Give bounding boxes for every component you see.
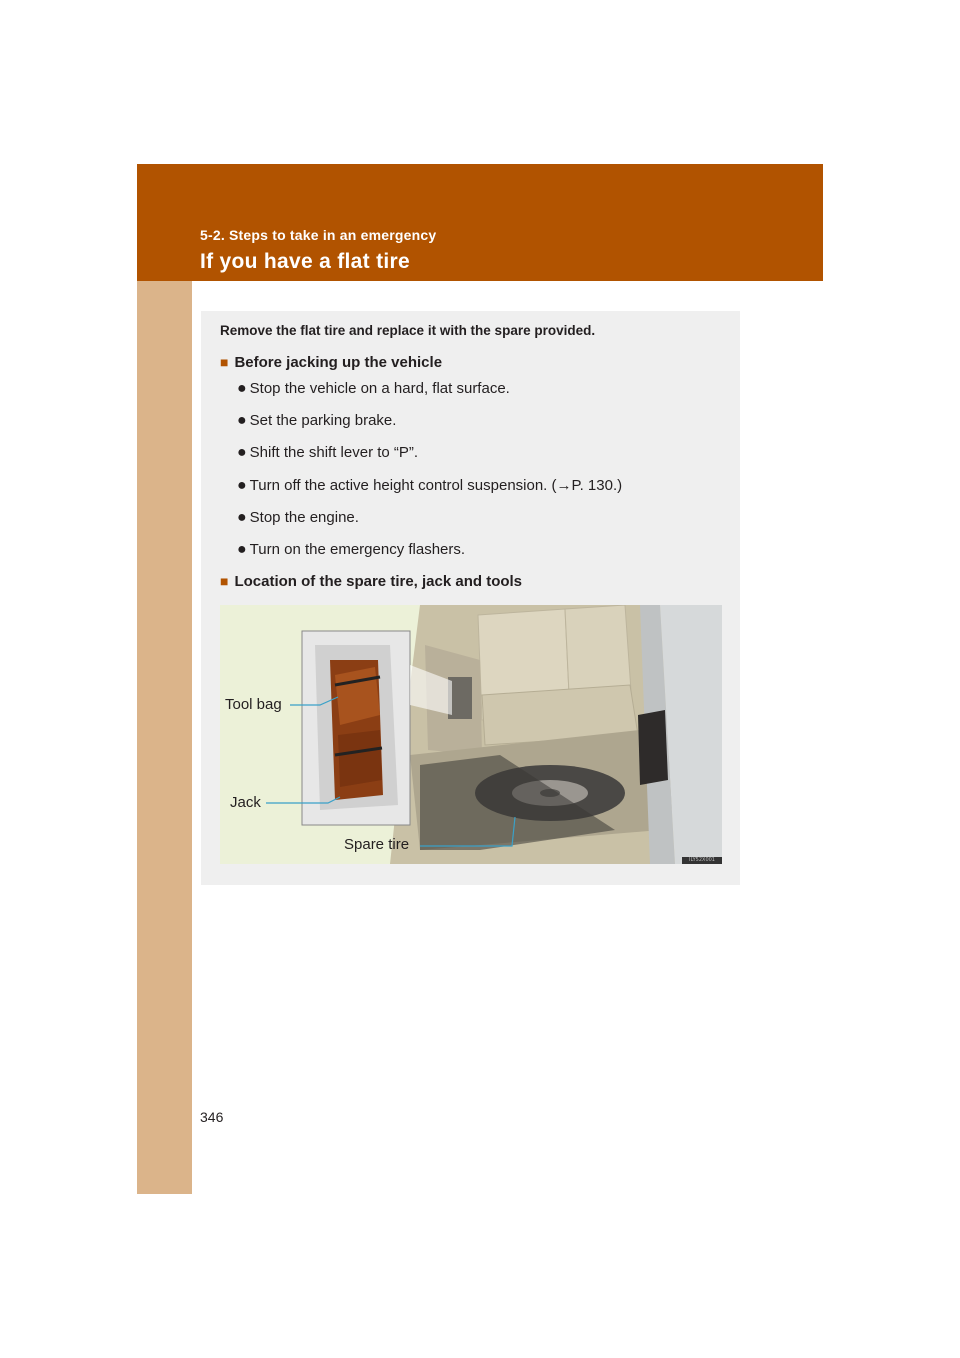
bullet-dot-icon: ● bbox=[237, 477, 247, 494]
bullet-dot-icon: ● bbox=[237, 412, 247, 429]
bullet-text: Stop the engine. bbox=[249, 509, 359, 526]
page-title: If you have a flat tire bbox=[200, 250, 410, 273]
square-bullet-icon: ■ bbox=[220, 573, 229, 589]
cargo-illustration bbox=[220, 605, 722, 864]
bullet-text: Turn off the active height control suspension. (→P. 130.) bbox=[249, 477, 623, 494]
bullet-item bbox=[237, 380, 510, 398]
bullet-dot-icon: ● bbox=[237, 444, 247, 461]
bullet-dot-icon: ● bbox=[237, 541, 247, 558]
bullet-item bbox=[237, 509, 359, 527]
section-label: 5-2. Steps to take in an emergency bbox=[200, 227, 437, 243]
intro-text: Remove the flat tire and replace it with the spare provided. bbox=[220, 323, 596, 338]
tool-bag-label: Tool bag bbox=[225, 696, 282, 713]
bullet-item bbox=[237, 444, 418, 462]
bullet-text: Shift the shift lever to “P”. bbox=[249, 444, 419, 461]
jack-label: Jack bbox=[230, 794, 261, 811]
bullet-item bbox=[237, 541, 465, 559]
bullet-dot-icon: ● bbox=[237, 380, 247, 397]
bullet-text: Stop the vehicle on a hard, flat surface. bbox=[249, 380, 510, 397]
heading-location bbox=[220, 573, 522, 590]
cargo-figure bbox=[220, 605, 722, 864]
bullet-text: Set the parking brake. bbox=[249, 412, 397, 429]
spare-tire-label: Spare tire bbox=[344, 836, 410, 853]
side-band bbox=[137, 281, 192, 1194]
image-id: ILY52X001 bbox=[682, 857, 722, 864]
bullet-item bbox=[237, 412, 396, 430]
heading-before-jacking bbox=[220, 354, 442, 371]
square-bullet-icon: ■ bbox=[220, 354, 229, 370]
bullet-dot-icon: ● bbox=[237, 509, 247, 526]
bullet-item bbox=[237, 477, 622, 495]
heading-label: Before jacking up the vehicle bbox=[234, 354, 443, 371]
bullet-text: Turn on the emergency flashers. bbox=[249, 541, 466, 558]
page-number: 346 bbox=[200, 1109, 224, 1125]
heading-label: Location of the spare tire, jack and tools bbox=[234, 573, 523, 590]
